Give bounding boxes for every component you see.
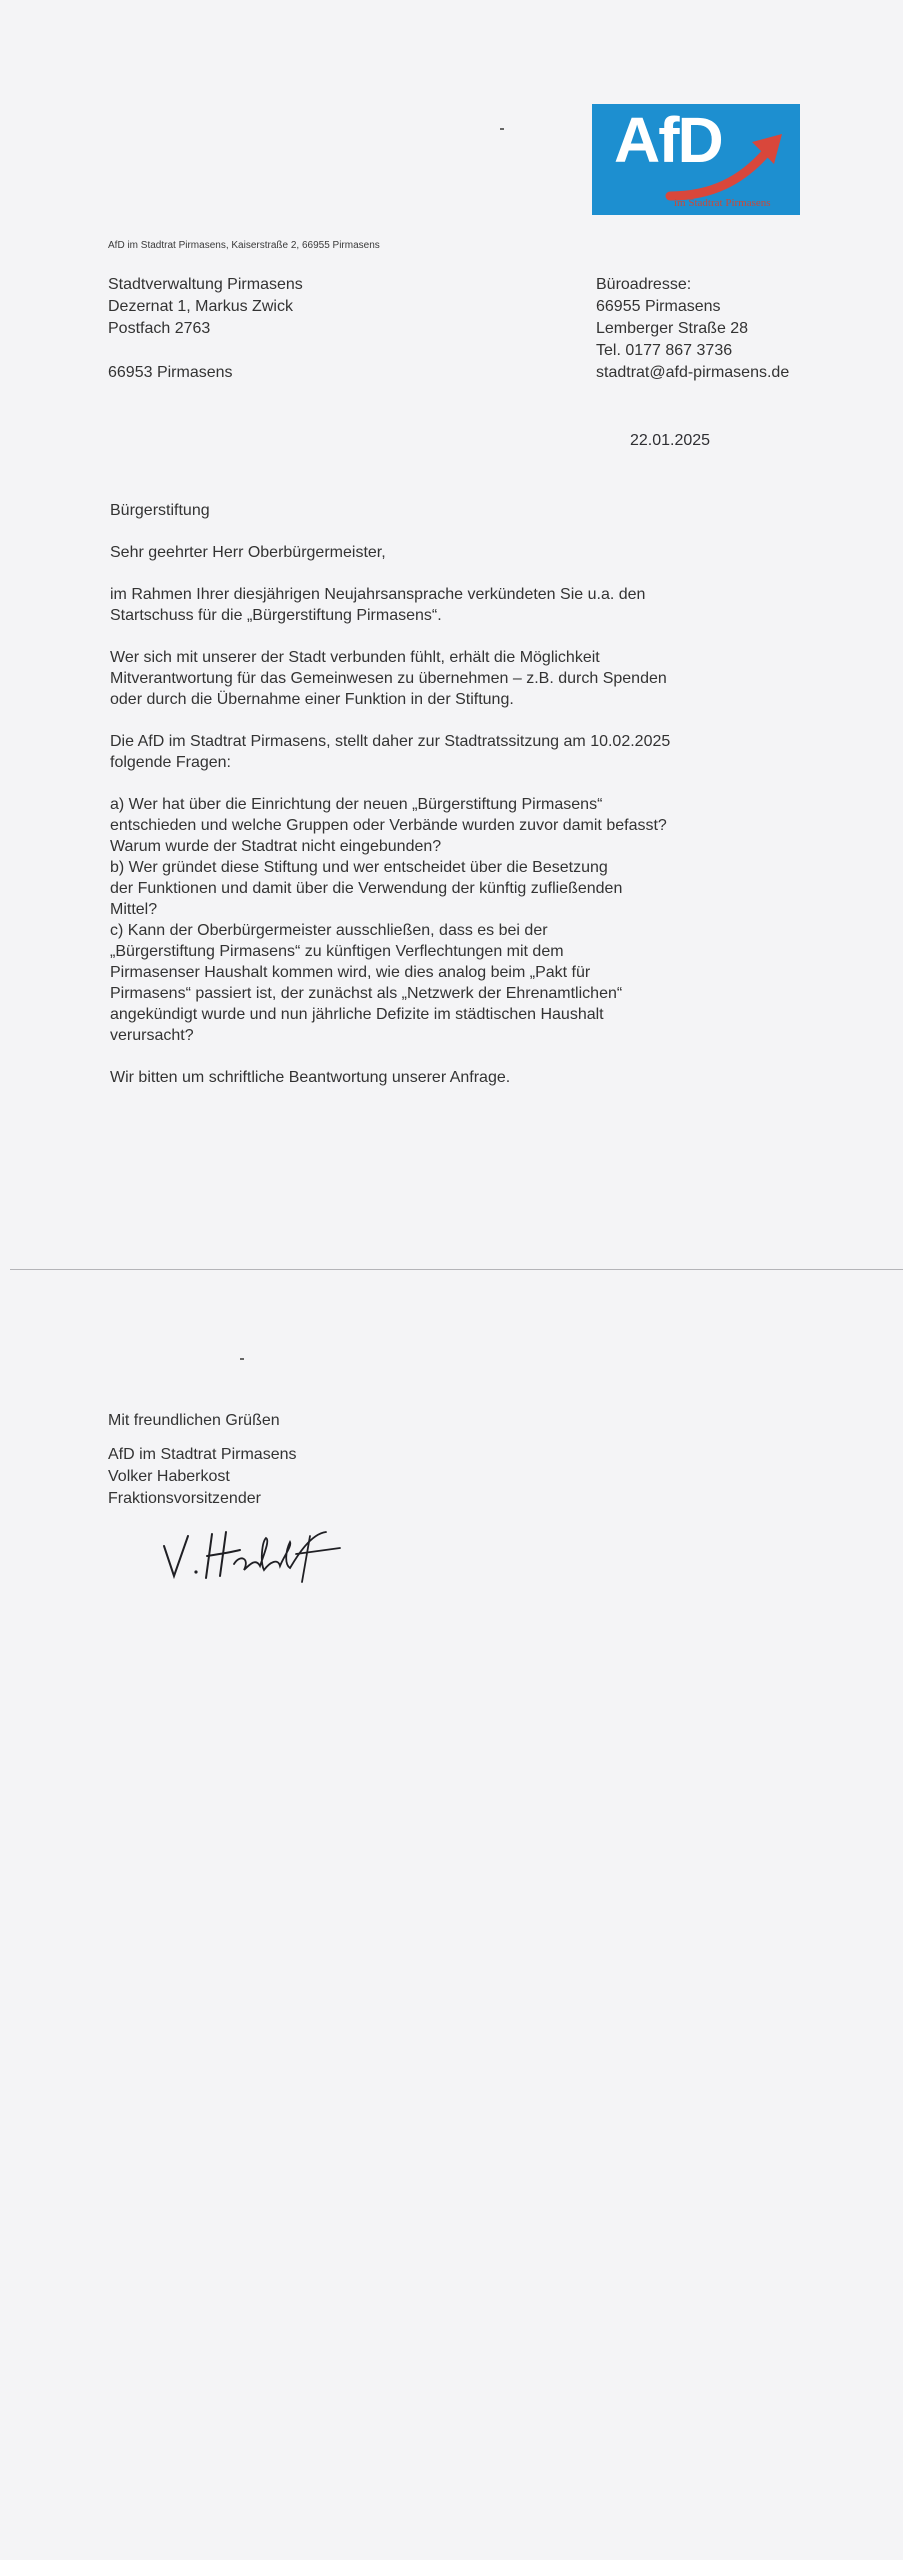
scan-speck: [500, 128, 504, 130]
scan-speck: [240, 1358, 244, 1360]
handwritten-signature: [160, 1528, 350, 1584]
logo-text: AfD: [614, 104, 722, 176]
question-line: entschieden und welche Gruppen oder Verbände wurden zuvor damit befasst?: [110, 817, 667, 834]
office-address: [596, 274, 789, 384]
paragraph-line: folgende Fragen:: [110, 754, 231, 771]
closing-greeting: Mit freundlichen Grüßen: [108, 1412, 280, 1429]
sender-line: AfD im Stadtrat Pirmasens, Kaiserstraße 2, 66955 Pirmasens: [108, 240, 380, 251]
paragraph-line: Wer sich mit unserer der Stadt verbunden fühlt, erhält die Möglichkeit: [110, 649, 600, 666]
paragraph-line: oder durch die Übernahme einer Funktion in der Stiftung.: [110, 691, 514, 708]
subject: Bürgerstiftung: [110, 502, 210, 519]
office-email: stadtrat@afd-pirmasens.de: [596, 364, 790, 381]
recipient-line: Postfach 2763: [108, 320, 211, 337]
afd-logo: [592, 104, 800, 215]
logo-subtitle: im Stadtrat Pirmasens: [674, 197, 771, 209]
recipient-address: [108, 274, 303, 384]
office-line: Lemberger Straße 28: [596, 320, 749, 337]
paragraph-line: im Rahmen Ihrer diesjährigen Neujahrsansprache verkündeten Sie u.a. den: [110, 586, 646, 603]
letter-body: [110, 500, 710, 1088]
closing-line: AfD im Stadtrat Pirmasens: [108, 1446, 297, 1463]
question-line: a) Wer hat über die Einrichtung der neuen „Bürgerstiftung Pirmasens“: [110, 796, 603, 813]
question-line: Pirmasens“ passiert ist, der zunächst als „Netzwerk der Ehrenamtlichen“: [110, 985, 623, 1002]
recipient-line: Dezernat 1, Markus Zwick: [108, 298, 293, 315]
salutation: Sehr geehrter Herr Oberbürgermeister,: [110, 544, 386, 561]
question-line: verursacht?: [110, 1027, 194, 1044]
office-line: Tel. 0177 867 3736: [596, 342, 733, 359]
question-line: der Funktionen und damit über die Verwendung der künftig zufließenden: [110, 880, 623, 897]
letter-date: 22.01.2025: [630, 432, 711, 449]
recipient-line: Stadtverwaltung Pirmasens: [108, 276, 303, 293]
question-line: Warum wurde der Stadtrat nicht eingebunden?: [110, 838, 442, 855]
question-line: b) Wer gründet diese Stiftung und wer entscheidet über die Besetzung: [110, 859, 608, 876]
paragraph-line: Startschuss für die „Bürgerstiftung Pirmasens“.: [110, 607, 442, 624]
question-line: „Bürgerstiftung Pirmasens“ zu künftigen Verflechtungen mit dem: [110, 943, 564, 960]
question-line: angekündigt wurde und nun jährliche Defizite im städtischen Haushalt: [110, 1006, 604, 1023]
paragraph-line: Mitverantwortung für das Gemeinwesen zu übernehmen – z.B. durch Spenden: [110, 670, 667, 687]
office-line: Büroadresse:: [596, 276, 692, 293]
request-line: Wir bitten um schriftliche Beantwortung unserer Anfrage.: [110, 1069, 511, 1086]
closing-line: Fraktionsvorsitzender: [108, 1490, 261, 1507]
page-divider: [10, 1269, 903, 1270]
letter-closing: [108, 1410, 297, 1510]
question-line: Mittel?: [110, 901, 158, 918]
question-line: c) Kann der Oberbürgermeister ausschließen, dass es bei der: [110, 922, 548, 939]
question-line: Pirmasenser Haushalt kommen wird, wie dies analog beim „Pakt für: [110, 964, 591, 981]
paragraph-line: Die AfD im Stadtrat Pirmasens, stellt daher zur Stadtratssitzung am 10.02.2025: [110, 733, 671, 750]
office-line: 66955 Pirmasens: [596, 298, 721, 315]
closing-line: Volker Haberkost: [108, 1468, 230, 1485]
recipient-city: 66953 Pirmasens: [108, 364, 233, 381]
